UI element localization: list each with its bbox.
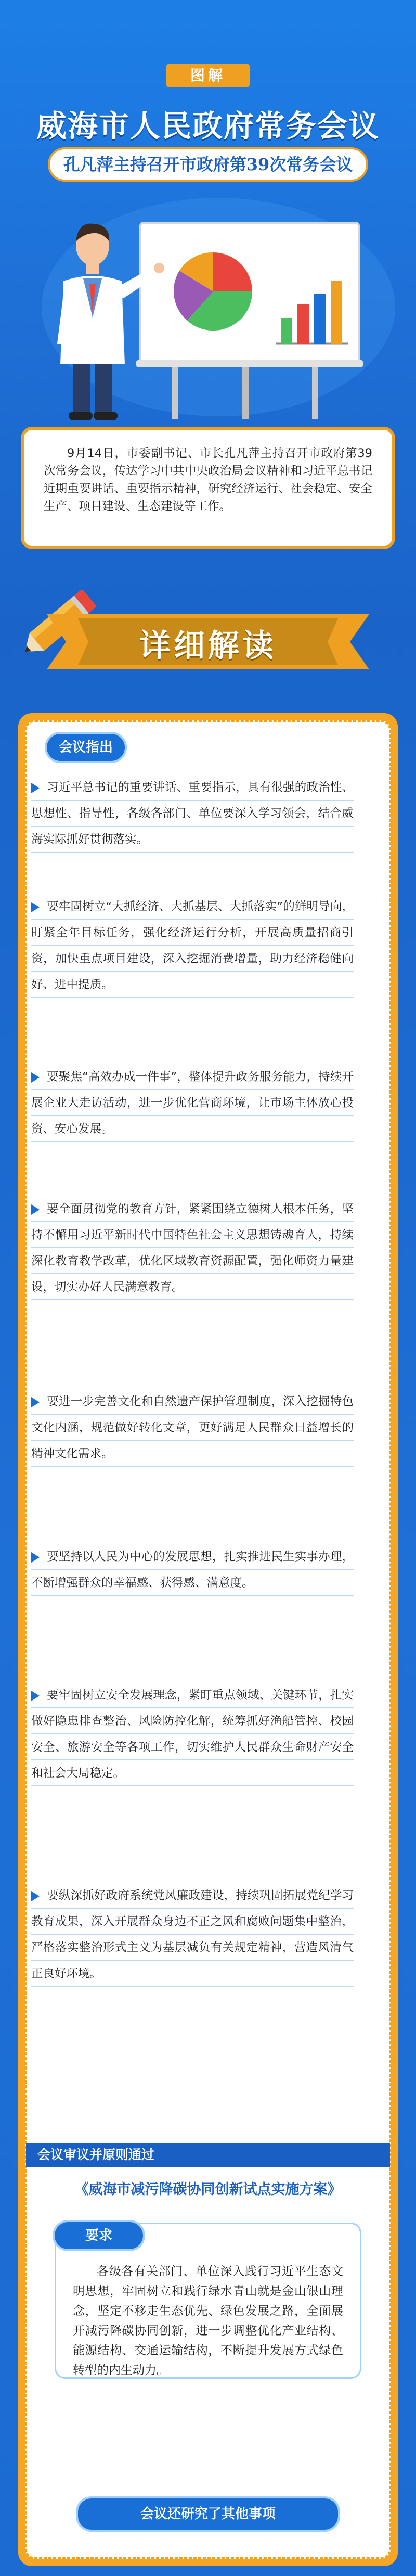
approval-bar: 会议审议并原则通过: [26, 2143, 390, 2167]
triangle-bullet-icon: [31, 1552, 40, 1563]
requirement-text: 各级各有关部门、单位深入践行习近平生态文明思想，牢固树立和践行绿水青山就是金山银山理念，坚定不移走生态优先、绿色发展之路，全面展开减污降碳协同创新，进一步调整优化产业结构、能源结构、交通运输结构，不断提升发展方式绿色转型的内生动力。: [73, 2265, 343, 2377]
easel-leg-right: [312, 359, 318, 419]
pie-chart-icon: [174, 252, 252, 331]
intro-summary: 9月14日，市委副书记、市长孔凡萍主持召开市政府第39次常务会议，传达学习中共中央政治局会议精神和习近平总书记近期重要讲话、重要指示精神，研究经济运行、社会稳定、安全生产、项目建设、生态建设等工作。: [21, 427, 395, 549]
plan-title: 《威海市减污降碳协同创新试点实施方案》: [74, 2181, 342, 2198]
triangle-bullet-icon: [31, 1072, 40, 1083]
item-text: 要牢固树立安全发展理念，紧盯重点领域、关键环节，扎实做好隐患排查整治、风险防控化解，统筹抓好渔船管控、校园安全、旅游安全等各项工作，切实维护人民群众生命财产安全和社会大局稳定。: [31, 1689, 354, 1780]
item-text: 要聚焦“高效办成一件事”，整体提升政务服务能力，持续开展企业大走访活动，进一步优化营商环境，让市场主体放心投资、安心发展。: [31, 1070, 354, 1136]
triangle-bullet-icon: [31, 1691, 40, 1701]
triangle-bullet-icon: [31, 1891, 40, 1901]
triangle-bullet-icon: [31, 783, 40, 793]
detail-title: 详细解读: [139, 628, 277, 664]
list-item: [31, 1196, 354, 1300]
subtitle-banner: 孔凡萍主持召开市政府第39次常务会议: [48, 147, 368, 182]
list-item: [31, 1064, 354, 1142]
footer-pill: 会议还研究了其他事项: [78, 2498, 338, 2530]
item-text: 要坚持以人民为中心的发展思想，扎实推进民生实事办理，不断增强群众的幸福感、获得感、满意度。: [31, 1550, 354, 1590]
triangle-bullet-icon: [31, 1204, 40, 1215]
requirement-pill: 要求: [55, 2222, 143, 2249]
list-item: [31, 775, 354, 853]
list-item: [31, 1883, 354, 1987]
section-pill-meeting-points: 会议指出: [47, 734, 125, 761]
presenter-illustration: [0, 187, 416, 422]
item-text: 要纵深抓好政府系统党风廉政建设，持续巩固拓展党纪学习教育成果，深入开展群众身边不正之风和腐败问题集中整治，严格落实整治形式主义为基层减负有关规定精神，营造风清气正良好环境。: [31, 1889, 354, 1981]
infographic-tag: 图解: [166, 64, 250, 87]
board-tray: [136, 360, 363, 367]
triangle-bullet-icon: [31, 902, 40, 912]
list-item: [31, 1544, 354, 1596]
triangle-bullet-icon: [31, 1397, 40, 1407]
easel-leg-left: [172, 359, 178, 419]
list-item: [31, 1682, 354, 1786]
item-text: 要进一步完善文化和自然遗产保护管理制度，深入挖掘特色文化内涵，规范做好转化文章，更好满足人民群众日益增长的精神文化需求。: [31, 1395, 354, 1461]
item-text: 要牢固树立“大抓经济、大抓基层、大抓落实”的鲜明导向，盯紧全年目标任务，强化经济运行分析，开展高质量招商引资，加快重点项目建设，深入挖掘消费增量，助力经济稳健向好、进中提质。: [31, 900, 354, 992]
page-title: 威海市人民政府常务会议: [36, 108, 380, 144]
item-text: 习近平总书记的重要讲话、重要指示，具有很强的政治性、思想性、指导性，各级各部门、单位要深入学习领会，结合威海实际抓好贯彻落实。: [31, 781, 354, 846]
list-item: [31, 1389, 354, 1467]
list-item: [31, 894, 354, 998]
item-text: 要全面贯彻党的教育方针，紧紧围绕立德树人根本任务，坚持不懈用习近平新时代中国特色社会主义思想铸魂育人，持续深化教育教学改革，优化区域教育资源配置，强化师资力量建设，切实办好人民满意教育。: [31, 1202, 354, 1294]
